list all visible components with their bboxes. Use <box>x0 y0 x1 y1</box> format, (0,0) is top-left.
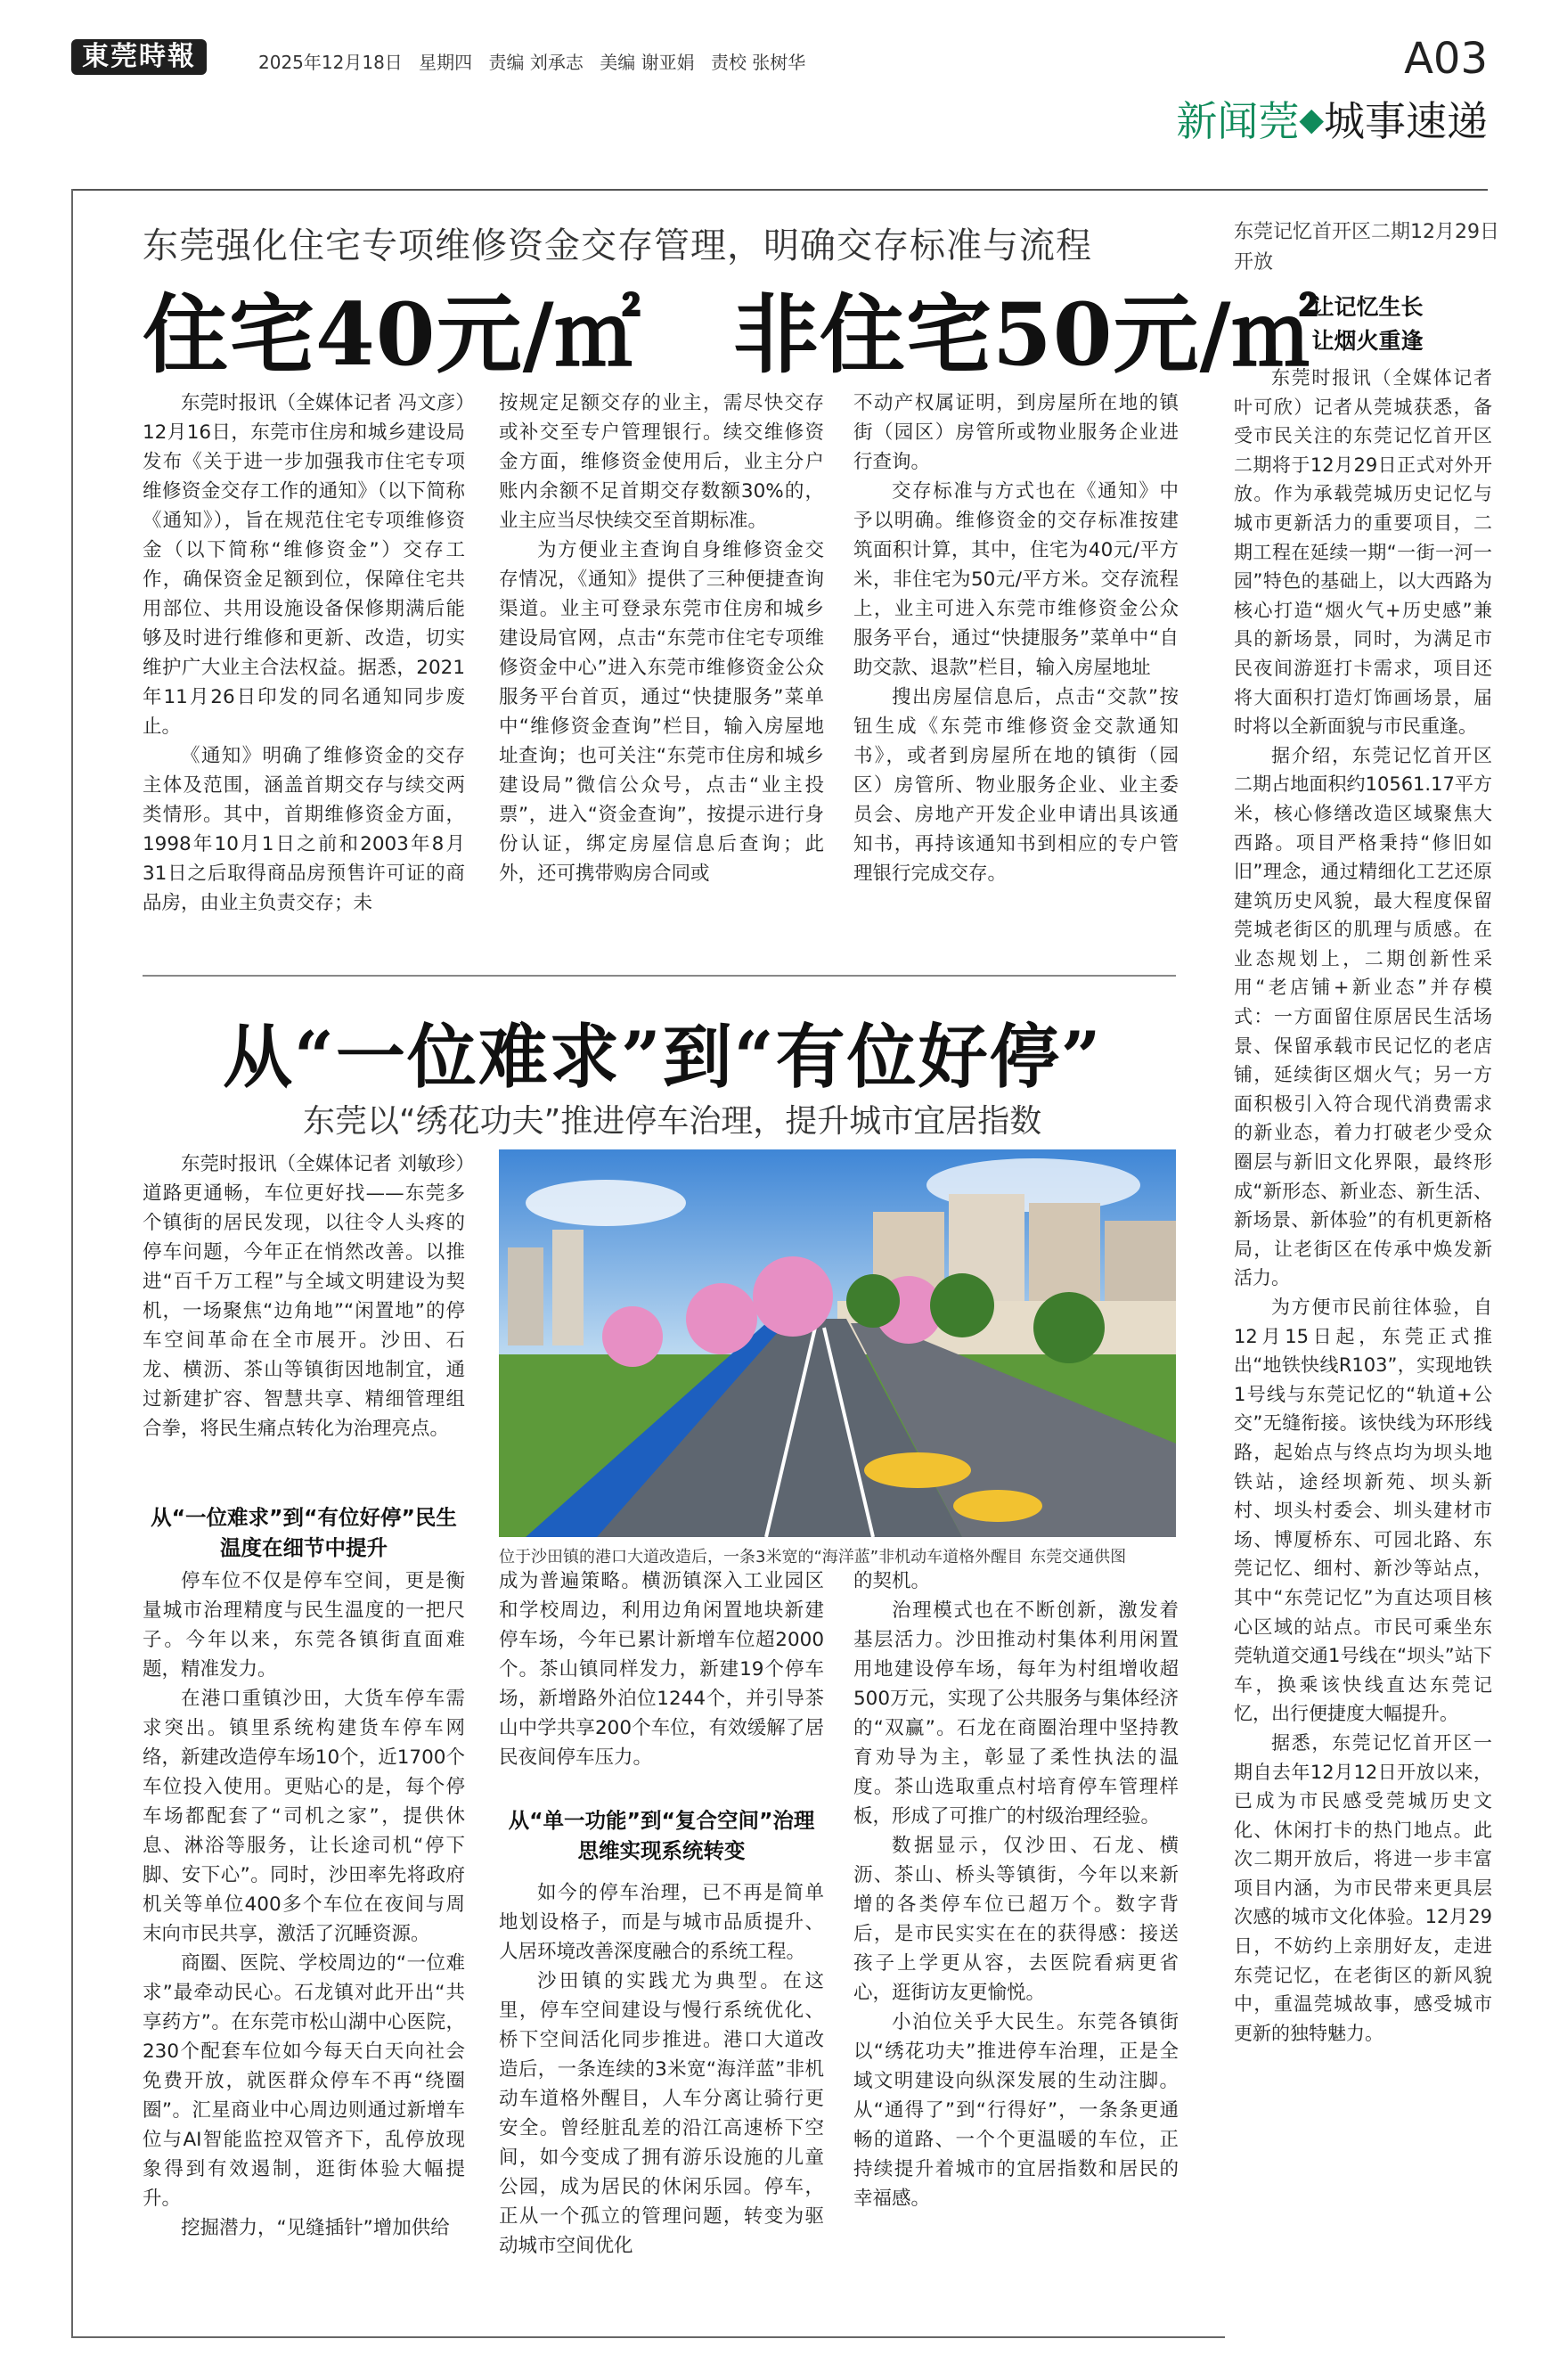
article2-headline: 从“一位难求”到“有位好停” <box>223 1017 1103 1098</box>
paragraph: 为方便业主查询自身维修资金交存情况，《通知》提供了三种便捷查询渠道。业主可登录东莞市住房和城乡建设局官网，点击“东莞市住宅专项维修资金中心”进入东莞市维修资金公众服务平台首页，通过“快捷服务”菜单中“维修资金查询”栏目，输入房屋地址查询；也可关注“东莞市住房和城乡建设局”微信公众号，点击“业主投票”，进入“资金查询”，按提示进行身份认证，绑定房屋信息后查询；此外，还可携带购房合同或 <box>499 539 824 885</box>
diamond-icon: ◆ <box>1299 102 1324 138</box>
photo-caption <box>499 1544 1176 1567</box>
article1-column-1 <box>143 388 465 918</box>
sidebar-body <box>1234 364 1492 2048</box>
article-divider <box>143 975 1176 977</box>
designer-credit: 美编 谢亚娟 <box>600 52 695 73</box>
paragraph: 停车位不仅是停车空间，更是衡量城市治理精度与民生温度的一把尺子。今年以来，东莞各镇街直面难题，精准发力。 <box>143 1570 465 1681</box>
paragraph: 挖掘潜力，“见缝插针”增加供给 <box>181 2217 450 2239</box>
left-frame-rule <box>71 189 73 2336</box>
article2-intro <box>143 1149 465 1444</box>
article1-kicker: 东莞强化住宅专项维修资金交存管理，明确交存标准与流程 <box>143 225 1092 266</box>
paragraph: 的契机。 <box>853 1570 931 1592</box>
masthead <box>71 36 1488 82</box>
caption-text: 位于沙田镇的港口大道改造后，一条3米宽的“海洋蓝”非机动车道格外醒目 <box>499 1548 1024 1566</box>
paragraph: 不动产权属证明，到房屋所在地的镇街（园区）房管所或物业服务企业进行查询。 <box>853 392 1179 473</box>
section-subname: 城事速递 <box>1324 97 1488 145</box>
paragraph: 据介绍，东莞记忆首开区二期占地面积约10561.17平方米，核心修缮改造区域聚焦大西路。项目严格秉持“修旧如旧”理念，通过精细化工艺还原建筑历史风貌，最大程度保留莞城老街区的肌理与质感。在业态规划上，二期创新性采用“老店铺+新业态”并存模式：一方面留住原居民生活场景、保留承载市民记忆的老店铺，延续街区烟火气；另一方面积极引入符合现代消费需求的新业态，着力打破老少受众圈层与新旧文化界限，最终形成“新形态、新业态、新生活、新场景、新体验”的有机更新格局，让老街区在传承中焕发新活力。 <box>1234 744 1492 1289</box>
paragraph: 据悉，东莞记忆首开区一期自去年12月12日开放以来，已成为市民感受莞城历史文化、休闲打卡的热门地点。此次二期开放后，将进一步丰富项目内涵，为市民带来更具层次感的城市文化体验。12月29日，不妨约上亲朋好友，走进东莞记忆，在老街区的新风貌中，重温莞城故事，感受城市更新的独特魅力。 <box>1234 1731 1492 2044</box>
article2-kicker: 东莞以“绣花功夫”推进停车治理，提升城市宜居指数 <box>303 1103 1042 1140</box>
paragraph: 按规定足额交存的业主，需尽快交存或补交至专户管理银行。续交维修资金方面，维修资金使用后，业主分户账内余额不足首期交存数额30%的，业主应当尽快续交至首期标准。 <box>499 392 824 532</box>
article2-column-2a <box>499 1566 824 1772</box>
editor-credit: 责编 刘承志 <box>488 52 584 73</box>
sidebar-kicker: 东莞记忆首开区二期12月29日开放 <box>1234 221 1499 274</box>
paragraph: 在港口重镇沙田，大货车停车需求突出。镇里系统构建货车停车网络，新建改造停车场10个，近1700个车位投入使用。更贴心的是，每个停车场都配套了“司机之家”，提供休息、淋浴等服务，让长途司机“停下脚、安下心”。同时，沙田率先将政府机关等单位400多个车位在夜间与周末向市民共享，激活了沉睡资源。 <box>143 1688 465 1945</box>
sidebar-headline <box>1234 290 1501 358</box>
paragraph: 如今的停车治理，已不再是简单地划设格子，而是与城市品质提升、人居环境改善深度融合的系统工程。 <box>499 1882 824 1963</box>
paragraph: 沙田镇的实践尤为典型。在这里，停车空间建设与慢行系统优化、桥下空间活化同步推进。港口大道改造后，一条连续的3米宽“海洋蓝”非机动车道格外醒目，人车分离让骑行更安全。曾经脏乱差的沿江高速桥下空间，如今变成了拥有游乐设施的儿童公园，成为居民的休闲乐园。停车，正从一个孤立的管理问题，转变为驱动城市空间优化 <box>499 1970 824 2257</box>
sidebar-headline-line: 让记忆生长 <box>1311 294 1424 320</box>
headline-nonresidential: 非住宅50元/㎡ <box>732 284 1318 385</box>
paragraph: 东莞时报讯（全媒体记者 冯文彦）12月16日，东莞市住房和城乡建设局发布《关于进一步加强我市住宅专项维修资金交存工作的通知》（以下简称《通知》），旨在规范住宅专项维修资金（以下简称“维修资金”）交存工作，确保资金足额到位，保障住宅共用部位、共用设施设备保修期满后能够及时进行维修和更新、改造，切实维护广大业主合法权益。据悉，2021年11月26日印发的同名通知同步废止。 <box>143 392 465 738</box>
article1-column-2 <box>499 388 824 888</box>
article1-headline <box>143 267 1318 389</box>
section-title <box>1176 89 1488 148</box>
sidebar-headline-line: 让烟火重逢 <box>1311 328 1424 354</box>
issue-meta <box>258 48 816 74</box>
paragraph: 为方便市民前往体验，自12月15日起，东莞正式推出“地铁快线R103”，实现地铁1号线与东莞记忆的“轨道+公交”无缝衔接。该快线为环形线路，起始点与终点均为坝头地铁站，途经坝新苑、坝头新村、坝头村委会、圳头建材市场、博厦桥东、可园北路、东莞记忆、细村、新沙等站点，其中“东莞记忆”为直达项目核心区域的站点。市民可乘坐东莞轨道交通1号线在“坝头”站下车，换乘该快线直达东莞记忆，出行便捷度大幅提升。 <box>1234 1296 1492 1725</box>
proof-credit: 责校 张树华 <box>710 52 806 73</box>
newspaper-logo: 東莞時報 <box>71 39 207 75</box>
paragraph: 数据显示，仅沙田、石龙、横沥、茶山、桥头等镇街，今年以来新增的各类停车位已超万个。数字背后，是市民实实在在的获得感：接送孩子上学更从容，去医院看病更省心，逛街访友更愉悦。 <box>853 1835 1179 2004</box>
issue-date: 2025年12月18日 <box>258 52 403 73</box>
page-number: A03 <box>1404 34 1488 84</box>
paragraph: 成为普遍策略。横沥镇深入工业园区和学校周边，利用边角闲置地块新建停车场，今年已累计新增车位超2000个。茶山镇同样发力，新建19个停车场，新增路外泊位1244个，并引导茶山中学共享200个车位，有效缓解了居民夜间停车压力。 <box>499 1570 824 1769</box>
headline-residential: 住宅40元/㎡ <box>143 284 641 385</box>
road-photo-illustration <box>499 1149 1176 1537</box>
paragraph: 《通知》明确了维修资金的交存主体及范围，涵盖首期交存与续交两类情形。其中，首期维修资金方面，1998年10月1日之前和2003年8月31日之后取得商品房预售许可证的商品房，由业主负责交存；未 <box>143 745 465 914</box>
top-rule <box>73 189 1488 191</box>
paragraph: 东莞时报讯（全媒体记者 刘敏珍）道路更通畅，车位更好找——东莞多个镇街的居民发现，以往令人头疼的停车问题，今年正在悄然改善。以推进“百千万工程”与全域文明建设为契机，一场聚焦“边角地”“闲置地”的停车空间革命在全市展开。沙田、石龙、横沥、茶山等镇街因地制宜，通过新建扩容、智慧共享、精细管理组合拳，将民生痛点转化为治理亮点。 <box>143 1153 465 1440</box>
issue-weekday: 星期四 <box>419 52 473 73</box>
road-photo <box>499 1149 1176 1537</box>
caption-credit: 东莞交通供图 <box>1030 1548 1127 1566</box>
article2-column-2b <box>499 1878 824 2261</box>
paragraph: 东莞时报讯（全媒体记者 叶可欣）记者从莞城获悉，备受市民关注的东莞记忆首开区二期将于12月29日正式对外开放。作为承载莞城历史记忆与城市更新活力的重要项目，二期工程在延续一期“一街一河一园”特色的基础上，以大西路为核心打造“烟火气+历史感”兼具的新场景，同时，为满足市民夜间游逛打卡需求，项目还将大面积打造灯饰画场景，届时将以全新面貌与市民重逢。 <box>1234 367 1492 738</box>
paragraph: 小泊位关乎大民生。东莞各镇街以“绣花功夫”推进停车治理，正是全域文明建设向纵深发展的生动注脚。从“通得了”到“行得好”，一条条更通畅的道路、一个个更温暖的车位，正持续提升着城市的宜居指数和居民的幸福感。 <box>853 2011 1179 2210</box>
bottom-frame-rule <box>71 2336 1225 2338</box>
article2-column-1 <box>143 1566 465 2243</box>
article1-column-3 <box>853 388 1179 888</box>
paragraph: 交存标准与方式也在《通知》中予以明确。维修资金的交存标准按建筑面积计算，其中，住宅为40元/平方米，非住宅为50元/平方米。交存流程上，业主可进入东莞市维修资金公众服务平台，通过“快捷服务”菜单中“自助交款、退款”栏目，输入房屋地址 <box>853 480 1179 679</box>
paragraph: 治理模式也在不断创新，激发着基层活力。沙田推动村集体利用闲置用地建设停车场，每年为村组增收超500万元，实现了公共服务与集体经济的“双赢”。石龙在商圈治理中坚持教育劝导为主，彰显了柔性执法的温度。茶山选取重点村培育停车管理样板，形成了可推广的村级治理经验。 <box>853 1599 1179 1828</box>
article2-column-3 <box>853 1566 1179 2213</box>
section-name: 新闻莞 <box>1176 97 1300 145</box>
paragraph: 商圈、医院、学校周边的“一位难求”最牵动民心。石龙镇对此开出“共享药方”。在东莞市松山湖中心医院，230个配套车位如今每天白天向社会免费开放，就医群众停车不再“绕圈圈”。汇星商业中心周边则通过新增车位与AI智能监控双管齐下，乱停放现象得到有效遏制，逛街体验大幅提升。 <box>143 1952 465 2210</box>
paragraph: 搜出房屋信息后，点击“交款”按钮生成《东莞市维修资金交款通知书》，或者到房屋所在地的镇街（园区）房管所、物业服务企业、业主委员会、房地产开发企业申请出具该通知书，再持该通知书到相应的专户管理银行完成交存。 <box>853 686 1179 885</box>
article2-subhead-2: 从“单一功能”到“复合空间”治理思维实现系统转变 <box>508 1808 815 1863</box>
article2-subhead-1: 从“一位难求”到“有位好停”民生温度在细节中提升 <box>151 1505 457 1560</box>
